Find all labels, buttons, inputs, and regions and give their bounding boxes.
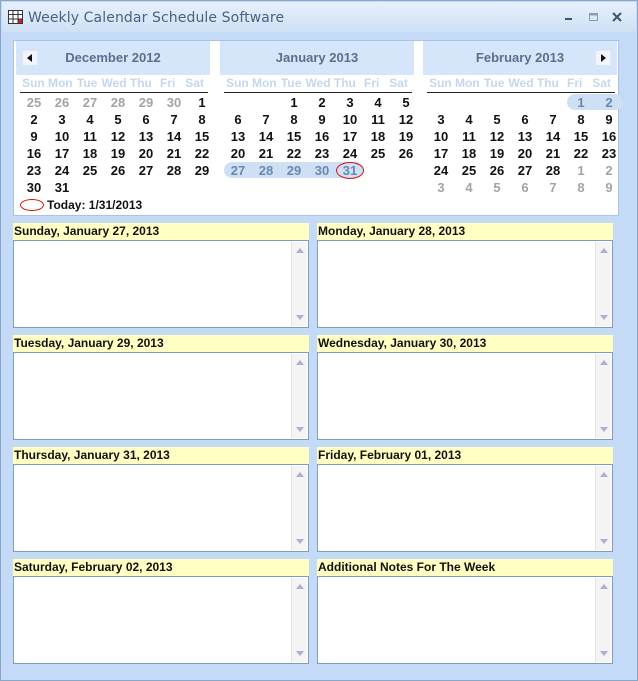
calendar-day[interactable]: 13 <box>230 129 246 144</box>
calendar-day[interactable]: 17 <box>342 129 358 144</box>
calendar-day[interactable]: 18 <box>461 146 477 161</box>
scroll-down-icon[interactable] <box>600 427 608 432</box>
day-title: Thursday, January 31, 2013 <box>13 447 309 464</box>
close-button[interactable] <box>608 8 626 26</box>
calendar-day[interactable]: 3 <box>58 112 66 127</box>
month-header <box>220 41 414 75</box>
calendar-day[interactable]: 20 <box>138 146 154 161</box>
weekday-label: Mon <box>47 76 73 90</box>
weekday-label: Sun <box>22 76 45 90</box>
vertical-scrollbar[interactable] <box>291 242 307 326</box>
calendar-day[interactable]: 25 <box>82 163 98 178</box>
today-label: Today: 1/31/2013 <box>47 198 143 212</box>
calendar-day[interactable]: 7 <box>262 112 270 127</box>
calendar-day[interactable]: 30 <box>26 180 42 195</box>
vertical-scrollbar[interactable] <box>291 578 307 662</box>
calendar-day[interactable]: 27 <box>230 163 246 178</box>
calendar-day[interactable]: 11 <box>83 129 97 144</box>
calendar-day[interactable]: 1 <box>577 95 585 110</box>
calendar-day[interactable]: 7 <box>549 180 557 195</box>
calendar-day[interactable]: 9 <box>605 180 613 195</box>
scroll-up-icon[interactable] <box>296 584 304 589</box>
calendar-day[interactable]: 15 <box>573 129 589 144</box>
week-notes-title: Additional Notes For The Week <box>317 559 613 576</box>
calendar-day[interactable]: 28 <box>166 163 182 178</box>
day-notes-textarea[interactable] <box>13 352 309 440</box>
calendar-day[interactable]: 29 <box>194 163 210 178</box>
weekday-label: Sat <box>389 76 408 90</box>
month-header <box>16 41 210 75</box>
title-bar[interactable] <box>2 2 636 32</box>
calendar-day[interactable]: 9 <box>30 129 38 144</box>
weekday-label: Tue <box>76 76 98 90</box>
weekday-label: Tue <box>280 76 302 90</box>
header-divider <box>224 92 412 93</box>
day-panel-tuesday <box>13 335 309 439</box>
calendar-day[interactable]: 17 <box>54 146 70 161</box>
calendar-day[interactable]: 29 <box>286 163 302 178</box>
day-notes-textarea[interactable] <box>13 240 309 328</box>
calendar-day[interactable]: 21 <box>166 146 182 161</box>
window-title: Weekly Calendar Schedule Software <box>28 10 285 26</box>
calendar-day[interactable]: 2 <box>605 95 613 110</box>
weekday-label: Tue <box>483 76 505 90</box>
calendar-day[interactable]: 31 <box>342 163 358 178</box>
vertical-scrollbar[interactable] <box>595 578 611 662</box>
weekday-label: Mon <box>454 76 480 90</box>
weekday-label: Fri <box>567 76 583 90</box>
calendar-day[interactable]: 4 <box>86 112 94 127</box>
calendar-day[interactable]: 25 <box>26 95 42 110</box>
today-link[interactable] <box>20 198 142 212</box>
calendar-day[interactable]: 8 <box>577 180 585 195</box>
weekday-label: Mon <box>251 76 277 90</box>
scroll-up-icon[interactable] <box>296 472 304 477</box>
calendar-day[interactable]: 9 <box>318 112 326 127</box>
calendar-day[interactable]: 22 <box>194 146 210 161</box>
weekday-label: Wed <box>101 76 127 90</box>
header-divider <box>427 92 615 93</box>
weekday-label: Sun <box>429 76 452 90</box>
calendar-day[interactable]: 29 <box>138 95 154 110</box>
calendar-day[interactable]: 19 <box>110 146 126 161</box>
day-title: Monday, January 28, 2013 <box>317 223 613 240</box>
calendar-day[interactable]: 27 <box>82 95 98 110</box>
calendar-day[interactable]: 6 <box>521 112 529 127</box>
weekday-label: Thu <box>333 76 356 90</box>
day-panel-monday <box>317 223 613 327</box>
calendar-day[interactable]: 1 <box>198 95 206 110</box>
calendar-day[interactable]: 4 <box>374 95 382 110</box>
calendar-day[interactable]: 15 <box>286 129 302 144</box>
weekday-header-row <box>427 76 615 92</box>
calendar-day[interactable]: 27 <box>517 163 533 178</box>
calendar-day[interactable]: 1 <box>290 95 298 110</box>
scroll-up-icon[interactable] <box>600 584 608 589</box>
calendar-day[interactable]: 8 <box>577 112 585 127</box>
week-notes-textarea[interactable] <box>317 576 613 664</box>
maximize-button[interactable] <box>584 8 602 26</box>
triangle-left-icon <box>22 50 38 66</box>
calendar-day[interactable]: 24 <box>342 146 358 161</box>
calendar-day[interactable]: 7 <box>170 112 178 127</box>
calendar-day[interactable]: 28 <box>258 163 274 178</box>
calendar-day[interactable]: 4 <box>465 180 473 195</box>
month-title: December 2012 <box>65 50 161 65</box>
scroll-down-icon[interactable] <box>600 651 608 656</box>
calendar-day[interactable]: 14 <box>166 129 182 144</box>
weekday-label: Wed <box>508 76 534 90</box>
calendar-day[interactable]: 22 <box>286 146 302 161</box>
minimize-icon <box>559 8 577 26</box>
month-title: January 2013 <box>275 50 359 65</box>
calendar-day[interactable]: 28 <box>110 95 126 110</box>
today-circle-icon <box>20 199 44 211</box>
calendar-day[interactable]: 21 <box>258 146 274 161</box>
calendar-day[interactable]: 8 <box>198 112 206 127</box>
calendar-day[interactable]: 15 <box>194 129 210 144</box>
day-title: Sunday, January 27, 2013 <box>13 223 309 240</box>
calendar-day[interactable]: 2 <box>318 95 326 110</box>
calendar-day[interactable]: 21 <box>545 146 561 161</box>
day-title: Wednesday, January 30, 2013 <box>317 335 613 352</box>
day-panel-wednesday <box>317 335 613 439</box>
weekday-label: Sat <box>592 76 611 90</box>
calendar-day[interactable]: 20 <box>517 146 533 161</box>
calendar-day[interactable]: 16 <box>601 129 617 144</box>
calendar-day[interactable]: 24 <box>54 163 70 178</box>
weekday-label: Fri <box>364 76 380 90</box>
calendar-day[interactable]: 26 <box>398 146 414 161</box>
triangle-right-icon <box>595 50 611 66</box>
calendar-day[interactable]: 26 <box>489 163 505 178</box>
calendar-day[interactable]: 10 <box>433 129 449 144</box>
calendar-day[interactable]: 16 <box>314 129 330 144</box>
calendar-panel <box>13 40 619 216</box>
day-panel-saturday <box>13 559 309 663</box>
calendar-day[interactable]: 23 <box>26 163 42 178</box>
scroll-down-icon[interactable] <box>296 651 304 656</box>
calendar-day[interactable]: 3 <box>346 95 354 110</box>
day-panel-sunday <box>13 223 309 327</box>
next-month-button[interactable] <box>595 50 611 66</box>
calendar-day[interactable]: 9 <box>605 112 613 127</box>
scroll-down-icon[interactable] <box>296 427 304 432</box>
vertical-scrollbar[interactable] <box>595 354 611 438</box>
calendar-day[interactable]: 11 <box>462 129 476 144</box>
calendar-day[interactable]: 2 <box>30 112 38 127</box>
calendar-day[interactable]: 20 <box>230 146 246 161</box>
day-notes-textarea[interactable] <box>317 240 613 328</box>
calendar-day[interactable]: 10 <box>54 129 70 144</box>
vertical-scrollbar[interactable] <box>291 466 307 550</box>
day-panel-thursday <box>13 447 309 551</box>
day-notes-textarea[interactable] <box>13 576 309 664</box>
calendar-day[interactable]: 19 <box>489 146 505 161</box>
calendar-grid-icon <box>8 10 23 24</box>
month-header <box>423 41 617 75</box>
calendar-day[interactable]: 1 <box>577 163 585 178</box>
calendar-day[interactable]: 18 <box>370 129 386 144</box>
calendar-day[interactable]: 26 <box>54 95 70 110</box>
scroll-up-icon[interactable] <box>296 360 304 365</box>
prev-month-button[interactable] <box>22 50 38 66</box>
calendar-day[interactable]: 5 <box>493 112 501 127</box>
calendar-day[interactable]: 25 <box>370 146 386 161</box>
scroll-down-icon[interactable] <box>600 315 608 320</box>
calendar-day[interactable]: 2 <box>605 163 613 178</box>
weekday-label: Wed <box>305 76 331 90</box>
maximize-icon <box>584 8 602 26</box>
calendar-day[interactable]: 5 <box>493 180 501 195</box>
calendar-day[interactable]: 4 <box>465 112 473 127</box>
scroll-up-icon[interactable] <box>600 248 608 253</box>
day-title: Friday, February 01, 2013 <box>317 447 613 464</box>
calendar-day[interactable]: 25 <box>461 163 477 178</box>
scroll-up-icon[interactable] <box>600 360 608 365</box>
calendar-day[interactable]: 24 <box>433 163 449 178</box>
calendar-day[interactable]: 31 <box>54 180 70 195</box>
scroll-down-icon[interactable] <box>296 539 304 544</box>
vertical-scrollbar[interactable] <box>595 242 611 326</box>
day-notes-textarea[interactable] <box>317 464 613 552</box>
weekday-label: Sat <box>185 76 204 90</box>
month-title: February 2013 <box>475 50 565 65</box>
calendar-day[interactable]: 12 <box>110 129 126 144</box>
calendar-day[interactable]: 23 <box>314 146 330 161</box>
header-divider <box>20 92 208 93</box>
calendar-day[interactable]: 8 <box>290 112 298 127</box>
weekday-label: Thu <box>536 76 559 90</box>
calendar-day[interactable]: 19 <box>398 129 414 144</box>
calendar-day[interactable]: 22 <box>573 146 589 161</box>
vertical-scrollbar[interactable] <box>595 466 611 550</box>
calendar-day[interactable]: 5 <box>402 95 410 110</box>
calendar-day[interactable]: 30 <box>314 163 330 178</box>
calendar-day[interactable]: 27 <box>138 163 154 178</box>
calendar-day[interactable]: 11 <box>371 112 385 127</box>
calendar-day[interactable]: 28 <box>545 163 561 178</box>
calendar-day[interactable]: 16 <box>26 146 42 161</box>
calendar-day[interactable]: 12 <box>398 112 414 127</box>
calendar-day[interactable]: 7 <box>549 112 557 127</box>
weekday-label: Sun <box>226 76 249 90</box>
day-panel-friday <box>317 447 613 551</box>
day-notes-textarea[interactable] <box>317 352 613 440</box>
scroll-down-icon[interactable] <box>600 539 608 544</box>
calendar-day[interactable]: 5 <box>114 112 122 127</box>
weekday-header-row <box>20 76 208 92</box>
close-icon <box>608 8 626 26</box>
calendar-day[interactable]: 18 <box>82 146 98 161</box>
calendar-day[interactable]: 26 <box>110 163 126 178</box>
minimize-button[interactable] <box>559 8 577 26</box>
calendar-day[interactable]: 14 <box>545 129 561 144</box>
calendar-day[interactable]: 23 <box>601 146 617 161</box>
weekday-header-row <box>224 76 412 92</box>
vertical-scrollbar[interactable] <box>291 354 307 438</box>
calendar-day[interactable]: 30 <box>166 95 182 110</box>
today-marker <box>336 162 364 179</box>
scroll-up-icon[interactable] <box>296 248 304 253</box>
weekday-label: Fri <box>160 76 176 90</box>
calendar-day[interactable]: 17 <box>433 146 449 161</box>
weekday-label: Thu <box>129 76 152 90</box>
calendar-day[interactable]: 10 <box>342 112 358 127</box>
day-title: Saturday, February 02, 2013 <box>13 559 309 576</box>
calendar-day[interactable]: 6 <box>521 180 529 195</box>
calendar-day[interactable]: 12 <box>489 129 505 144</box>
day-title: Tuesday, January 29, 2013 <box>13 335 309 352</box>
calendar-day[interactable]: 6 <box>234 112 242 127</box>
calendar-day[interactable]: 3 <box>437 112 445 127</box>
scroll-down-icon[interactable] <box>296 315 304 320</box>
calendar-day[interactable]: 3 <box>437 180 445 195</box>
calendar-day[interactable]: 13 <box>517 129 533 144</box>
day-notes-textarea[interactable] <box>13 464 309 552</box>
calendar-day[interactable]: 6 <box>142 112 150 127</box>
calendar-day[interactable]: 13 <box>138 129 154 144</box>
week-notes-panel <box>317 559 613 663</box>
calendar-day[interactable]: 14 <box>258 129 274 144</box>
scroll-up-icon[interactable] <box>600 472 608 477</box>
